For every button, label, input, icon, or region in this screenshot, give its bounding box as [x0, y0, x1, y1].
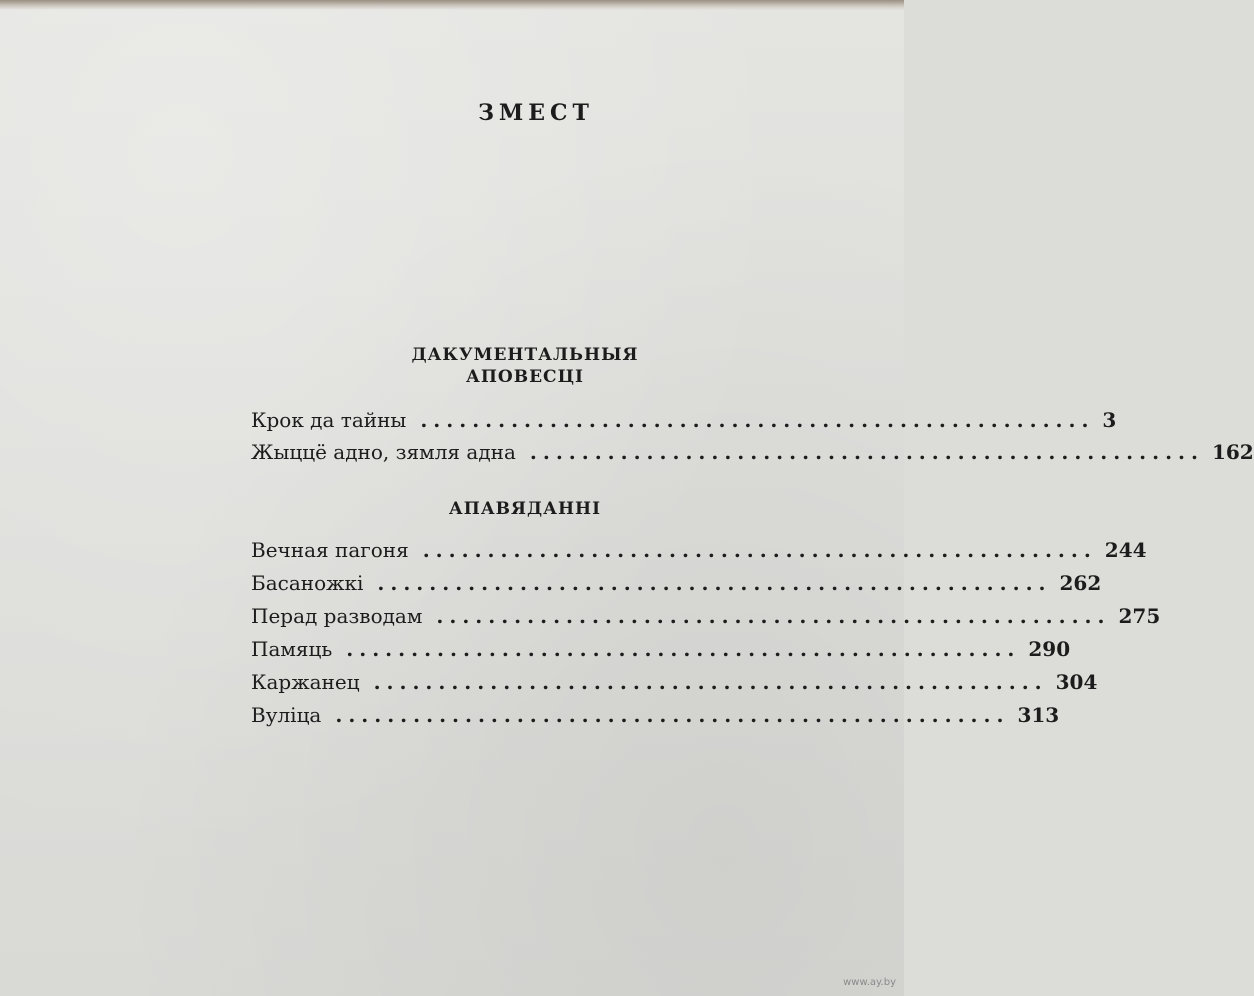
toc-entry-title: Каржанец	[251, 670, 360, 694]
toc-entry-title: Вечная пагоня	[251, 538, 409, 562]
toc-entry-title: Перад разводам	[251, 604, 423, 628]
toc-entry-title: Басаножкі	[251, 571, 364, 595]
toc-entry[interactable]	[251, 604, 1161, 634]
watermark: www.ay.by	[843, 977, 896, 988]
toc-entry-page: 313	[1017, 703, 1060, 727]
toc-entry[interactable]	[251, 571, 1102, 601]
toc-entry-title: Крок да тайны	[251, 408, 407, 432]
toc-entry-page: 304	[1055, 670, 1098, 694]
toc-leader-dots: ....................................................	[422, 538, 1097, 562]
toc-entry-page: 262	[1059, 571, 1102, 595]
toc-leader-dots: ....................................................	[436, 604, 1111, 628]
toc-entry[interactable]	[251, 637, 1071, 667]
toc-entry-page: 275	[1118, 604, 1161, 628]
toc-entry-page: 290	[1028, 637, 1071, 661]
contents-title: ЗМЕСТ	[478, 100, 594, 126]
toc-entry[interactable]	[251, 670, 1098, 700]
section-heading-line: ДАКУМЕНТАЛЬНЫЯ	[411, 345, 639, 365]
toc-leader-dots: ....................................................	[529, 440, 1204, 464]
toc-entry-page: 162	[1211, 440, 1254, 464]
toc-leader-dots: ....................................................	[373, 670, 1048, 694]
toc-entry[interactable]	[251, 440, 1254, 470]
toc-leader-dots: ....................................................	[335, 703, 1010, 727]
toc-entry-title: Вуліца	[251, 703, 322, 727]
toc-leader-dots: ....................................................	[346, 637, 1021, 661]
section-heading-stories	[380, 498, 670, 520]
toc-leader-dots: ....................................................	[377, 571, 1052, 595]
toc-leader-dots: ....................................................	[420, 408, 1095, 432]
toc-entry-page: 3	[1102, 408, 1117, 432]
page-top-edge	[0, 0, 904, 10]
toc-entry-page: 244	[1104, 538, 1147, 562]
section-heading-documentary	[380, 344, 670, 388]
toc-entry-title: Памяць	[251, 637, 333, 661]
section-heading-line: АПОВЕСЦІ	[466, 367, 584, 387]
section-heading-line: АПАВЯДАННІ	[448, 499, 602, 519]
toc-entry[interactable]	[251, 538, 1147, 568]
toc-entry[interactable]	[251, 408, 1117, 438]
toc-entry[interactable]	[251, 703, 1060, 733]
toc-entry-title: Жыццё адно, зямля адна	[251, 440, 516, 464]
